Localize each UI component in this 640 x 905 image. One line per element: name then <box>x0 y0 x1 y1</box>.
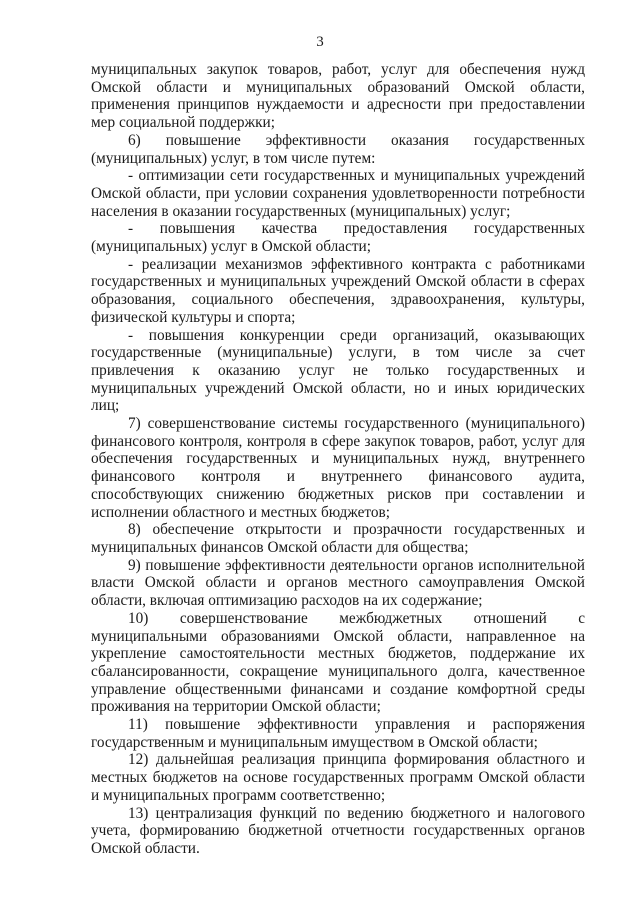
paragraph-subitem: - повышения конкуренции среди организаций, оказывающих государственные (муниципальные) услуги, в том числе за счет привлечения к оказанию услуг не только государственных и муниципальных учреждений Омской области, но и иных юридических лиц; <box>91 326 585 415</box>
paragraph-subitem: - оптимизации сети государственных и муниципальных учреждений Омской области, при условии сохранения удовлетворенности потребности населения в оказании государственных (муниципальных) услуг; <box>91 167 585 220</box>
paragraph-subitem: - повышения качества предоставления государственных (муниципальных) услуг в Омской области; <box>91 220 585 256</box>
paragraph-item-9: 9) повышение эффективности деятельности органов исполнительной власти Омской области и органов местного самоуправления Омской области, включая оптимизацию расходов на их содержание; <box>91 556 585 610</box>
paragraph-item-8: 8) обеспечение открытости и прозрачности государственных и муниципальных финансов Омской области для общества; <box>91 521 585 556</box>
paragraph-item-6: 6) повышение эффективности оказания государственных (муниципальных) услуг, в том числе путем: <box>91 131 585 167</box>
paragraph-item-7: 7) совершенствование системы государственного (муниципального) финансового контроля, контроля в сфере закупок товаров, работ, услуг для обеспечения государственных и муниципальных нужд, внутреннего финансового контроля и внутреннего финансового аудита, способствующих снижению бюджетных рисков при составлении и исполнении областного и местных бюджетов; <box>91 415 585 521</box>
paragraph-continuation: муниципальных закупок товаров, работ, услуг для обеспечения нужд Омской области и муниципальных образований Омской области, применения принципов нуждаемости и адресности при предоставлении мер социальной поддержки; <box>91 61 585 132</box>
paragraph-item-10: 10) совершенствование межбюджетных отношений с муниципальными образованиями Омской области, направленное на укрепление самостоятельности местных бюджетов, поддержание их сбалансированности, сокращение муниципального долга, качественное управление общественными финансами и создание комфортной среды проживания на территории Омской области; <box>91 609 585 716</box>
paragraph-item-11: 11) повышение эффективности управления и распоряжения государственным и муниципальным имуществом в Омской области; <box>91 716 585 751</box>
paragraph-subitem: - реализации механизмов эффективного контракта с работниками государственных и муниципальных учреждений Омской области в сферах образования, социального обеспечения, здравоохранения, культуры, физической культуры и спорта; <box>91 255 585 326</box>
page-number: 3 <box>316 34 324 50</box>
paragraph-item-13: 13) централизация функций по ведению бюджетного и налогового учета, формированию бюджетной отчетности государственных органов Омской области. <box>91 804 585 857</box>
document-body <box>91 61 585 858</box>
paragraph-item-12: 12) дальнейшая реализация принципа формирования областного и местных бюджетов на основе государственных программ Омской области и муниципальных программ соответственно; <box>91 751 585 804</box>
